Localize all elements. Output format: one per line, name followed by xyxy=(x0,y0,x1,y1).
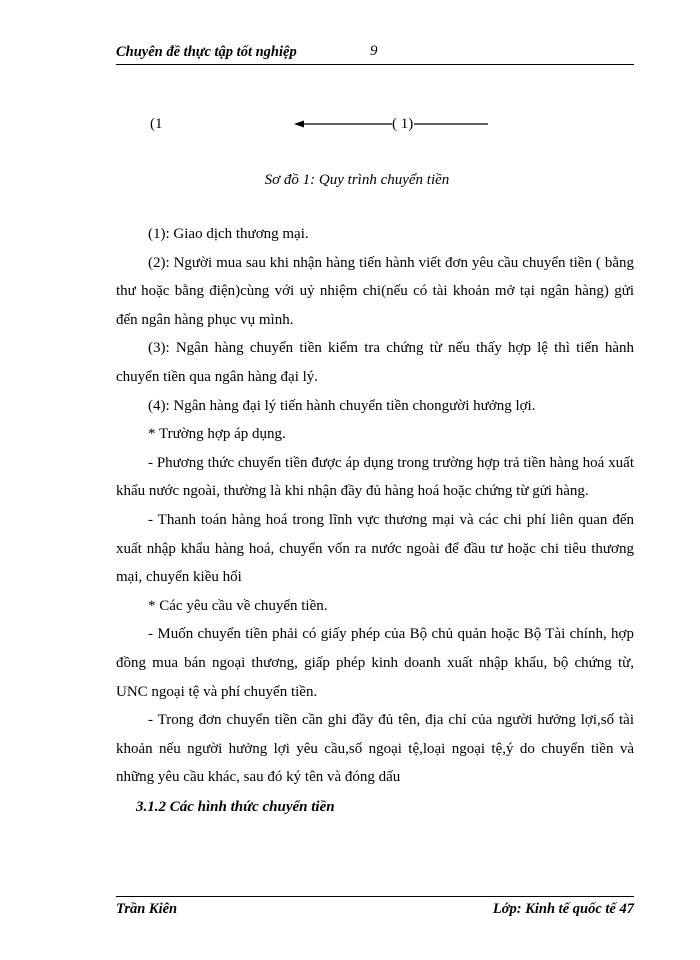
diagram-left-label: (1 xyxy=(150,116,163,132)
footer-author: Trần Kiên xyxy=(116,901,178,917)
paragraph: (4): Ngân hàng đại lý tiến hành chuyển tiền chongười hưởng lợi. xyxy=(148,397,536,414)
page-number: 9 xyxy=(370,43,378,59)
document-body xyxy=(116,220,634,821)
paragraph: (3): Ngân hàng chuyển tiền kiểm tra chứng từ nếu thấy hợp lệ thì tiến hành chuyển tiền qua ngân hàng đại lý. xyxy=(116,340,634,385)
diagram-right-label: ( 1) xyxy=(392,116,414,132)
paragraph: - Muốn chuyển tiền phải có giấy phép của Bộ chủ quản hoặc Bộ Tài chính, hợp đồng mua bán ngoại thương, giấp phép kinh doanh xuất nhập khẩu, bộ chứng từ, UNC ngoại tệ và phí chuyển tiền. xyxy=(116,626,634,700)
flow-diagram xyxy=(0,108,700,138)
arrow-head-icon xyxy=(294,121,304,128)
page-footer xyxy=(116,896,634,919)
paragraph: - Trong đơn chuyển tiền cần ghi đầy đủ tên, địa chỉ của người hưởng lợi,số tài khoản nếu người hưởng lợi yêu cầu,số ngoại tệ,loại ngoại tệ,ý do chuyển tiền và những yêu cầu khác, sau đó ký tên và đóng dấu xyxy=(116,712,634,786)
paragraph: * Các yêu cầu về chuyển tiền. xyxy=(148,597,328,614)
page-header xyxy=(116,42,634,65)
paragraph: * Trường hợp áp dụng. xyxy=(148,426,286,443)
diagram-arrow xyxy=(290,112,490,136)
paragraph: (2): Người mua sau khi nhận hàng tiến hành viết đơn yêu cầu chuyển tiền ( bằng thư hoặc bằng điện)cùng với uỷ nhiệm chi(nếu có tài khoản mở tại ngân hàng) gửi đến ngân hàng phục vụ mình. xyxy=(116,254,634,328)
paragraph: - Thanh toán hàng hoá trong lĩnh vực thương mại và các chi phí liên quan đến xuất nhập khẩu hàng hoá, chuyển vốn ra nước ngoài để đầu tư hoặc chi tiêu thương mại, chuyển kiều hối xyxy=(116,511,634,586)
paragraph: (1): Giao dịch thương mại. xyxy=(148,226,309,242)
diagram-caption: Sơ đồ 1: Quy trình chuyển tiền xyxy=(264,172,450,188)
document-title: Chuyên đề thực tập tốt nghiệp xyxy=(116,44,297,60)
section-heading: 3.1.2 Các hình thức chuyển tiền xyxy=(136,798,335,815)
paragraph: - Phương thức chuyển tiền được áp dụng trong trường hợp trả tiền hàng hoá xuất khẩu nước ngoài, thường là khi nhận đầy đủ hàng hoá hoặc chứng từ gửi hàng. xyxy=(116,454,634,500)
footer-class: Lớp: Kinh tế quốc tế 47 xyxy=(492,901,634,917)
